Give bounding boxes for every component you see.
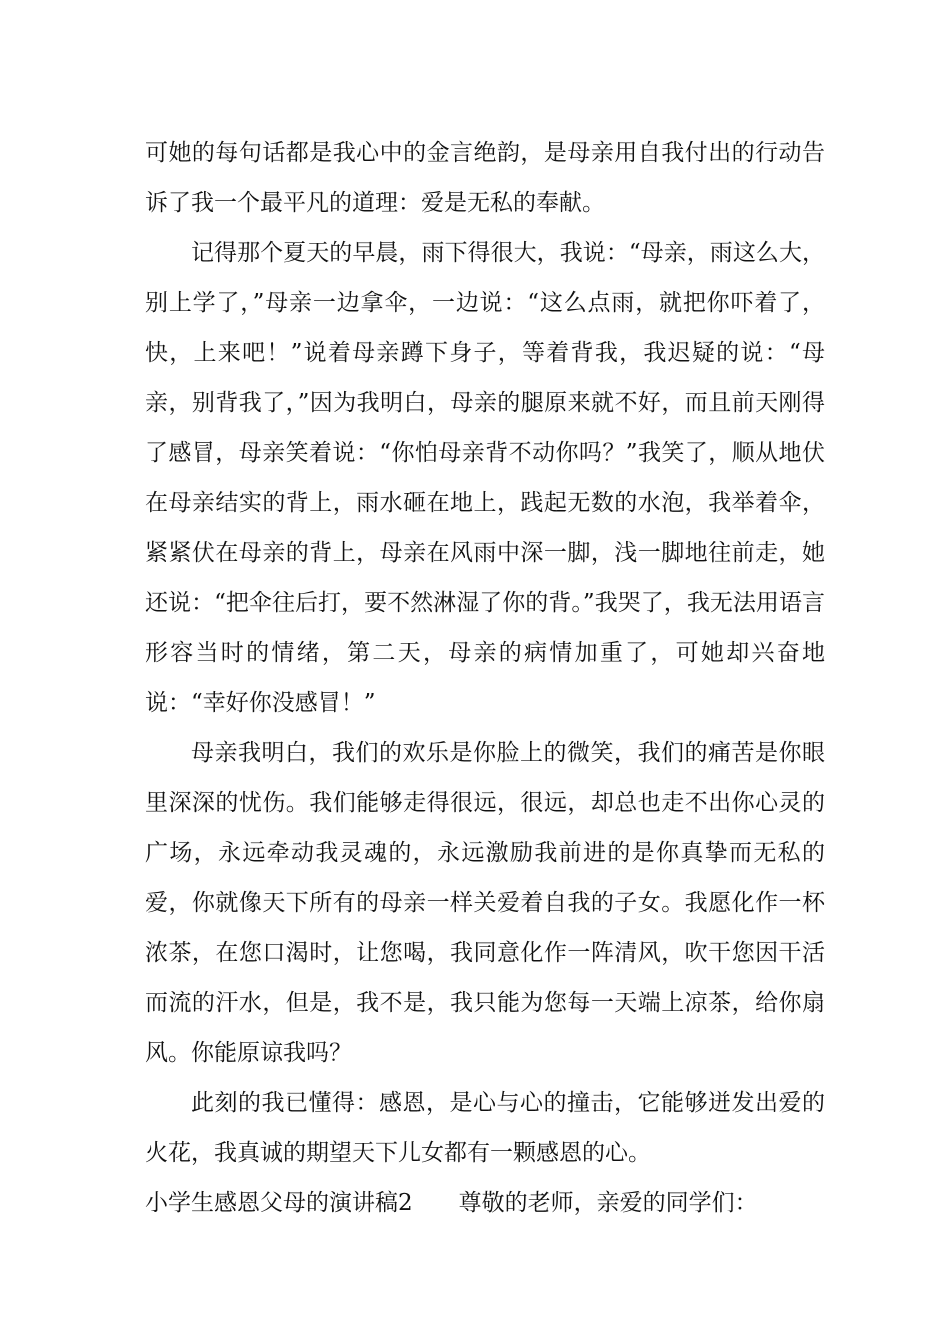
speech-title: 小学生感恩父母的演讲稿2 bbox=[145, 1190, 413, 1216]
speech-heading-line bbox=[145, 1178, 825, 1228]
paragraph-2: 记得那个夏天的早晨，雨下得很大，我说：“母亲，雨这么大，别上学了，”母亲一边拿伞，一边说：“这么点雨，就把你吓着了，快，上来吧！”说着母亲蹲下身子，等着背我，我迟疑的说：“母亲，别背我了，”因为我明白，母亲的腿原来就不好，而且前天刚得了感冒，母亲笑着说：“你怕母亲背不动你吗？”我笑了，顺从地伏在母亲结实的背上，雨水砸在地上，践起无数的水泡，我举着伞，紧紧伏在母亲的背上，母亲在风雨中深一脚，浅一脚地往前走，她还说：“把伞往后打，要不然淋湿了你的背。”我哭了，我无法用语言形容当时的情绪，第二天，母亲的病情加重了，可她却兴奋地说：“幸好你没感冒！” bbox=[145, 240, 825, 716]
paragraph-4: 此刻的我已懂得：感恩，是心与心的撞击，它能够迸发出爱的火花，我真诚的期望天下儿女都有一颗感恩的心。 bbox=[145, 1090, 825, 1166]
document-body bbox=[145, 128, 825, 1228]
paragraph-1: 可她的每句话都是我心中的金言绝韵，是母亲用自我付出的行动告诉了我一个最平凡的道理：爱是无私的奉献。 bbox=[145, 140, 825, 216]
paragraph-3: 母亲我明白，我们的欢乐是你脸上的微笑，我们的痛苦是你眼里深深的忧伤。我们能够走得很远，很远，却总也走不出你心灵的广场，永远牵动我灵魂的，永远激励我前进的是你真挚而无私的爱，你就像天下所有的母亲一样关爱着自我的子女。我愿化作一杯浓茶，在您口渴时，让您喝，我同意化作一阵清风，吹干您因干活而流的汗水，但是，我不是，我只能为您每一天端上凉茶，给你扇风。你能原谅我吗？ bbox=[145, 740, 825, 1066]
speech-greeting: 尊敬的老师，亲爱的同学们： bbox=[458, 1190, 758, 1216]
